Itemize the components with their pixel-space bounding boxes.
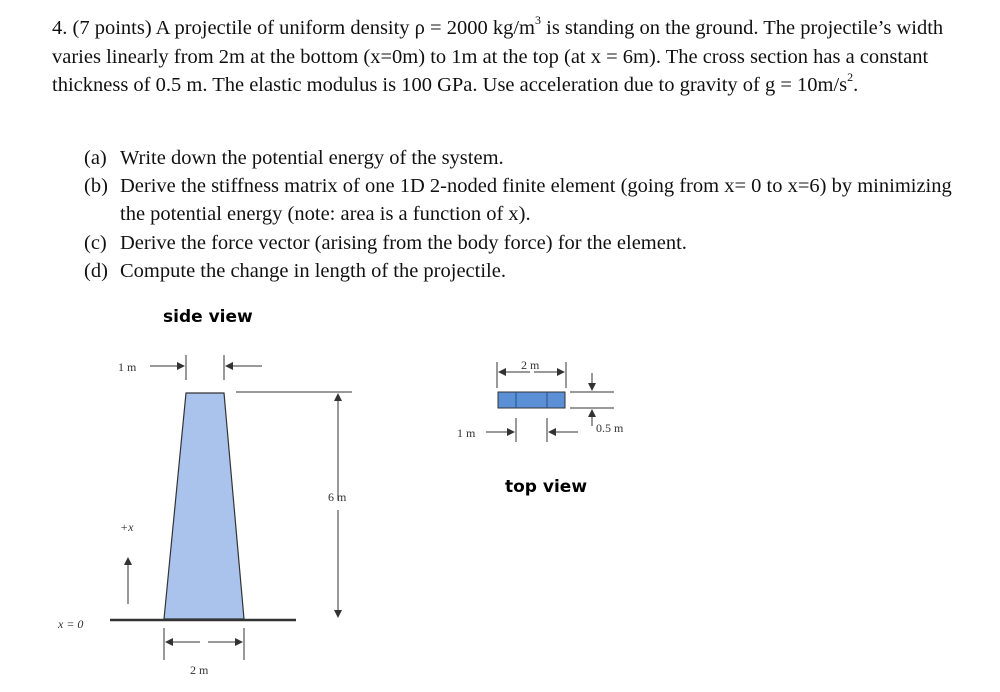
- part-text: Compute the change in length of the projectile.: [120, 259, 506, 282]
- top-width-label: 1 m: [118, 360, 137, 374]
- part-text: Derive the force vector (arising from the body force) for the element.: [120, 231, 687, 254]
- part-label: (c): [84, 231, 107, 254]
- part-label: (b): [84, 175, 108, 198]
- part-label: (d): [84, 259, 108, 282]
- gravity-exponent: 2: [847, 70, 854, 85]
- part-text: Derive the stiffness matrix of one 1D 2-noded finite element (going from x= 0 to x=6) by minimizing the potential energy (note: area is a function of x).: [120, 175, 952, 226]
- projectile-top-shape: [498, 392, 565, 408]
- bottom-width-label: 2 m: [190, 663, 209, 677]
- origin-label: x = 0: [58, 617, 84, 631]
- problem-number: 4.: [52, 17, 68, 39]
- height-label: 6 m: [328, 490, 347, 504]
- side-view-title: side view: [163, 307, 253, 327]
- statement-text-2: is standing on the ground. The projectile’s width varies linearly from 2m at the bottom (x=0m) to 1m at the top (at x = 6m). The cross section has a constant thickness of 0.5 m. The elastic modulus is 100 GPa. Use acceleration due to gravity of g = 10m/s: [52, 17, 944, 97]
- projectile-side-shape: [164, 393, 244, 619]
- part-text: Write down the potential energy of the system.: [120, 147, 504, 169]
- thickness-label: 0.5 m: [596, 421, 624, 435]
- statement-end: .: [853, 74, 859, 97]
- statement-text-1: (7 points) A projectile of uniform density ρ = 2000 kg/m: [72, 17, 535, 39]
- top-view-title: top view: [505, 477, 588, 497]
- top-width-label: 1 m: [457, 426, 476, 440]
- x-axis-label: +x: [120, 520, 134, 534]
- density-exponent: 3: [535, 13, 541, 28]
- top-length-label: 2 m: [521, 358, 540, 372]
- part-label: (a): [84, 147, 107, 169]
